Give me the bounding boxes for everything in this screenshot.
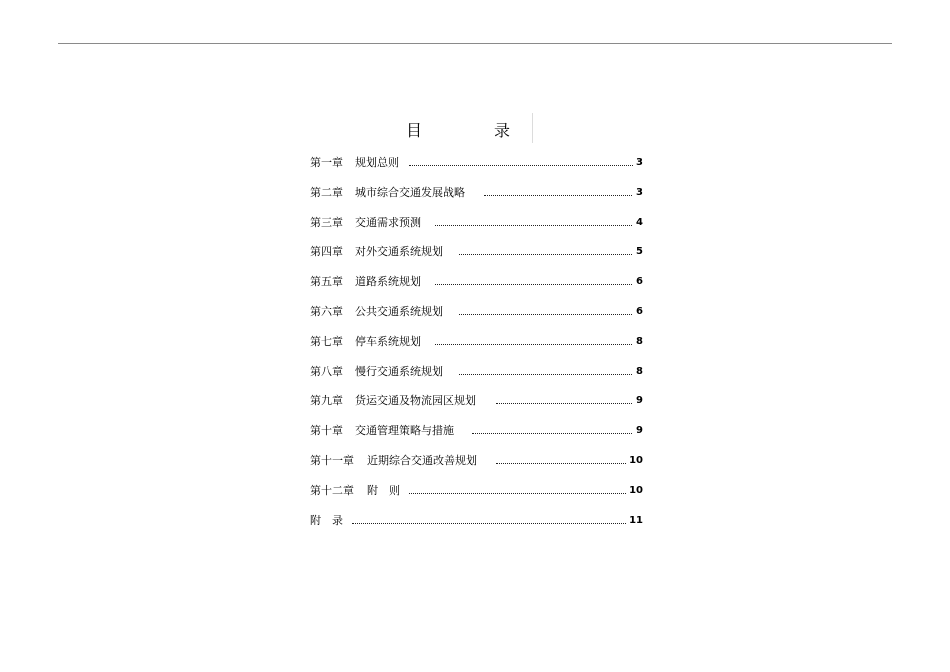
toc-page-number: 4 [636,216,643,228]
toc-entry-title: 道路系统规划 [355,275,421,289]
toc-entry[interactable] [310,243,643,273]
toc-chapter: 附 录 [310,513,343,527]
toc-page-number: 8 [636,335,643,347]
toc-chapter: 第二章 [310,185,343,199]
toc-page-number: 5 [636,246,643,258]
toc-page-number: 9 [636,395,643,407]
toc-page-number: 3 [636,157,643,168]
toc-entry[interactable] [310,482,643,512]
toc-entry-title: 交通管理策略与措施 [355,424,454,438]
toc-entry[interactable] [310,184,643,214]
toc-page-number: 8 [636,365,643,377]
toc-dot-leader [496,403,632,404]
toc-dot-leader [459,254,632,255]
toc-chapter: 第十二章 [310,483,354,497]
toc-dot-leader [459,374,632,375]
toc-entry[interactable] [310,363,643,393]
toc-title-char-2: 录 [494,121,511,140]
toc-entry-title: 交通需求预测 [355,215,421,229]
toc-page-number: 3 [636,186,643,198]
toc-dot-leader [459,314,632,315]
toc-entry-title: 对外交通系统规划 [355,245,443,259]
header-rule [58,43,892,44]
toc-chapter: 第一章 [310,156,343,169]
toc-page-number: 11 [629,514,643,526]
toc-chapter: 第五章 [310,275,343,289]
toc-dot-leader [472,433,632,434]
toc-chapter: 第七章 [310,334,343,348]
toc-chapter: 第十章 [310,424,343,438]
toc-title-char-1: 目 [406,121,423,140]
toc-page-number: 6 [636,276,643,288]
toc-entry[interactable] [310,452,643,482]
toc-page-number: 9 [636,425,643,437]
toc-dot-leader [435,284,632,285]
toc-chapter: 第三章 [310,215,343,229]
toc-entry-title: 公共交通系统规划 [355,304,443,318]
toc-dot-leader [496,463,626,464]
toc-entry[interactable] [310,512,643,542]
toc-dot-leader [435,344,632,345]
toc-entry-title: 货运交通及物流园区规划 [355,394,476,408]
toc-entry-title: 规划总则 [355,156,399,169]
toc-page-number: 6 [636,305,643,317]
toc-entry[interactable] [310,422,643,452]
toc-entry-title: 停车系统规划 [355,334,421,348]
toc-page-number: 10 [629,484,643,496]
toc-entry[interactable] [310,333,643,363]
toc-entry[interactable] [310,273,643,303]
toc-chapter: 第四章 [310,245,343,259]
title-divider [532,113,533,143]
toc-chapter: 第六章 [310,304,343,318]
toc-entry[interactable] [310,214,643,244]
toc-entry[interactable] [310,392,643,422]
toc-chapter: 第八章 [310,364,343,378]
toc-dot-leader [409,165,633,166]
toc-entry[interactable] [310,154,643,184]
toc-page-number: 10 [629,454,643,466]
toc-chapter: 第九章 [310,394,343,408]
toc-title [0,120,950,142]
toc-list [310,154,643,541]
toc-entry-title: 近期综合交通改善规划 [367,453,477,467]
toc-entry-title: 附 则 [367,483,400,497]
toc-dot-leader [435,225,632,226]
toc-entry[interactable] [310,303,643,333]
toc-entry-title: 慢行交通系统规划 [355,364,443,378]
toc-dot-leader [484,195,632,196]
toc-chapter: 第十一章 [310,453,354,467]
toc-entry-title: 城市综合交通发展战略 [355,185,465,199]
toc-dot-leader [352,523,626,524]
toc-dot-leader [409,493,626,494]
